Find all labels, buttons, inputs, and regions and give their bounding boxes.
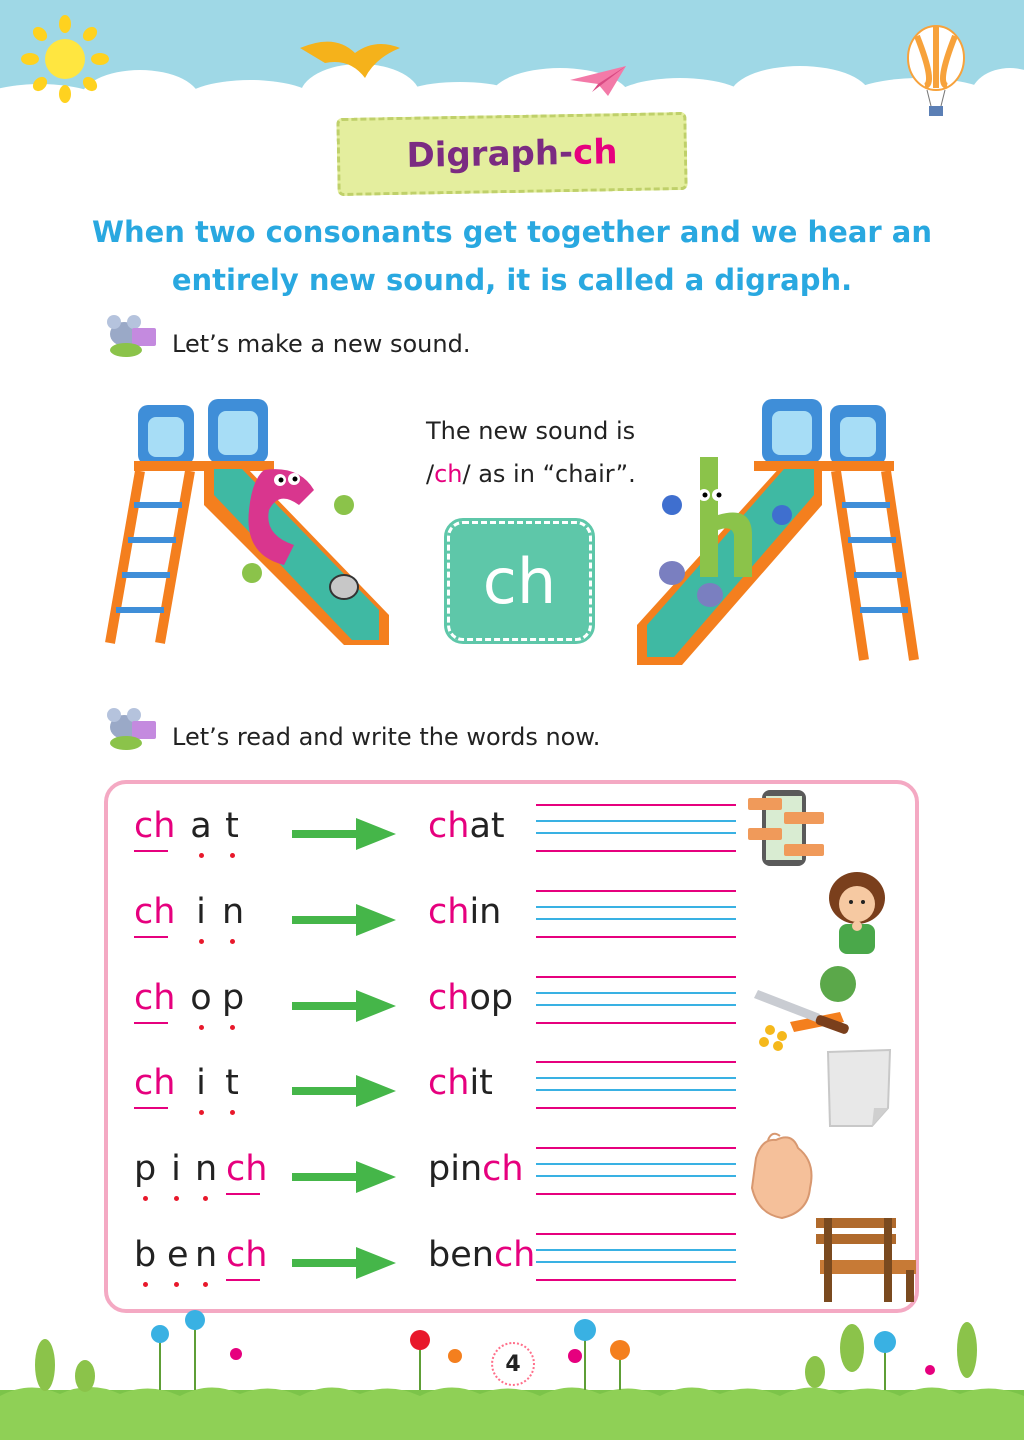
sound-segment [222,892,245,932]
sound-segment [222,978,245,1018]
sound-intro [426,410,636,496]
writing-line [536,918,736,920]
sound-segment [190,978,212,1018]
writing-line [536,976,736,978]
writing-line [536,1233,736,1235]
segment-text: n [222,892,245,932]
sound-segment [190,892,212,932]
paper-plane-icon [568,62,628,98]
mouse-reading-icon [104,705,160,751]
bird-icon [295,28,405,83]
segment-text: t [225,1063,239,1103]
sound-segment [222,1063,242,1103]
mouse-reading-icon [104,312,160,358]
word-digraph: ch [482,1149,524,1189]
word-digraph: ch [493,1235,536,1275]
writing-lines[interactable] [536,1147,736,1201]
sound-dot [230,853,235,858]
writing-line [536,992,736,994]
sound-dot [174,1196,179,1201]
arrow-right-icon [290,1157,400,1197]
arrow-right-icon [290,900,400,940]
writing-line [536,1147,736,1149]
full-word [428,978,513,1018]
segment-text: p [222,978,245,1018]
pinching-fingers-picture [742,1128,822,1223]
sound-dot [230,939,235,944]
writing-line [536,820,736,822]
sound-dot [199,853,204,858]
word-part: op [469,978,514,1018]
ch-digraph-card: ch [447,521,592,641]
sound-dot [143,1282,148,1287]
segment-text: o [190,978,212,1018]
writing-line [536,906,736,908]
sound-segment [134,1149,156,1189]
writing-line [536,1193,736,1195]
segment-text: a [190,806,212,846]
writing-line [536,1061,736,1063]
sound-dot [230,1110,235,1115]
sound-dot [203,1282,208,1287]
segment-text: n [195,1149,218,1189]
knife-chopping-vegetables-picture [750,962,870,1052]
slide-with-letter-c-illustration [104,395,394,655]
segment-text: ch [134,892,176,932]
sound-dot [199,1025,204,1030]
segment-text: t [225,806,239,846]
word-digraph: ch [428,978,470,1018]
girl-pointing-chin-picture [825,868,889,958]
sound-dot [174,1282,179,1287]
writing-line [536,1261,736,1263]
word-digraph: ch [428,806,470,846]
sound-intro-line2 [426,453,636,496]
writing-line [536,1279,736,1281]
word-part: at [469,806,505,846]
full-word [428,1149,524,1189]
full-word [428,1235,535,1275]
segment-text: i [196,1063,206,1103]
full-word [428,1063,493,1103]
full-word [428,806,505,846]
title-digraph: ch [572,132,618,173]
sound-dot [203,1196,208,1201]
sound-segment [134,892,176,932]
writing-line [536,936,736,938]
writing-line [536,890,736,892]
arrow-right-icon [290,814,400,854]
writing-lines[interactable] [536,1233,736,1287]
writing-line [536,1089,736,1091]
sound-segment [134,1235,156,1275]
sound-segment [134,1063,176,1103]
segment-text: ch [134,1063,176,1103]
segment-text: p [134,1149,157,1189]
arrow-right-icon [290,1243,400,1283]
sound-dot [199,1110,204,1115]
wooden-bench-picture [810,1210,920,1306]
writing-line [536,832,736,834]
segment-text: i [171,1149,181,1189]
writing-lines[interactable] [536,890,736,944]
digraph-underline [134,1022,168,1024]
segment-text: n [195,1235,218,1275]
sound-dot [230,1025,235,1030]
word-part: in [469,892,502,932]
sound-segment [167,1235,189,1275]
segment-text: b [134,1235,157,1275]
word-part: ben [428,1235,494,1275]
segment-text: e [167,1235,189,1275]
sound-intro-line1: The new sound is [426,417,636,445]
clouds [0,0,1024,120]
writing-lines[interactable] [536,1061,736,1115]
sound-segment [195,1149,218,1189]
sound-segment [190,806,212,846]
instruction-make-sound: Let’s make a new sound. [172,330,471,358]
segment-text: ch [226,1149,268,1189]
writing-line [536,1249,736,1251]
sound-segment [226,1149,268,1189]
digraph-underline [226,1193,260,1195]
writing-line [536,1163,736,1165]
arrow-right-icon [290,1071,400,1111]
slash-open: / [426,460,435,488]
sound-example: / as in “chair”. [462,460,636,488]
hot-air-balloon-icon [905,24,967,124]
word-part: it [469,1063,493,1103]
title-prefix: Digraph- [406,132,574,176]
page-title-tag [336,112,687,196]
writing-line [536,1175,736,1177]
word-digraph: ch [428,1063,470,1103]
digraph-underline [226,1279,260,1281]
sound-segment [167,1149,185,1189]
arrow-right-icon [290,986,400,1026]
sound-segment [190,1063,212,1103]
sound-ch: ch [434,460,463,488]
digraph-underline [134,850,168,852]
sound-dot [143,1196,148,1201]
digraph-definition: When two consonants get together and we hear an entirely new sound, it is called a digraph. [91,215,933,297]
segment-text: ch [134,978,176,1018]
writing-lines[interactable] [536,804,736,858]
writing-lines[interactable] [536,976,736,1030]
sound-segment [195,1235,218,1275]
digraph-underline [134,1107,168,1109]
sound-segment [226,1235,268,1275]
writing-line [536,850,736,852]
writing-line [536,1107,736,1109]
segment-text: ch [134,806,176,846]
writing-line [536,1004,736,1006]
word-digraph: ch [428,892,470,932]
instruction-read-write: Let’s read and write the words now. [172,723,601,751]
writing-line [536,804,736,806]
writing-line [536,1077,736,1079]
sound-segment [134,978,176,1018]
sound-dot [199,939,204,944]
segment-text: i [196,892,206,932]
word-part: pin [428,1149,483,1189]
sun-icon [20,14,110,104]
page-number: 4 [491,1342,535,1386]
sound-segment [222,806,242,846]
paper-note-picture [822,1046,896,1130]
digraph-underline [134,936,168,938]
sound-segment [134,806,176,846]
writing-line [536,1022,736,1024]
chat-bubbles-phone-picture [748,788,828,868]
slide-with-letter-h-illustration [632,395,922,670]
segment-text: ch [226,1235,268,1275]
full-word [428,892,501,932]
